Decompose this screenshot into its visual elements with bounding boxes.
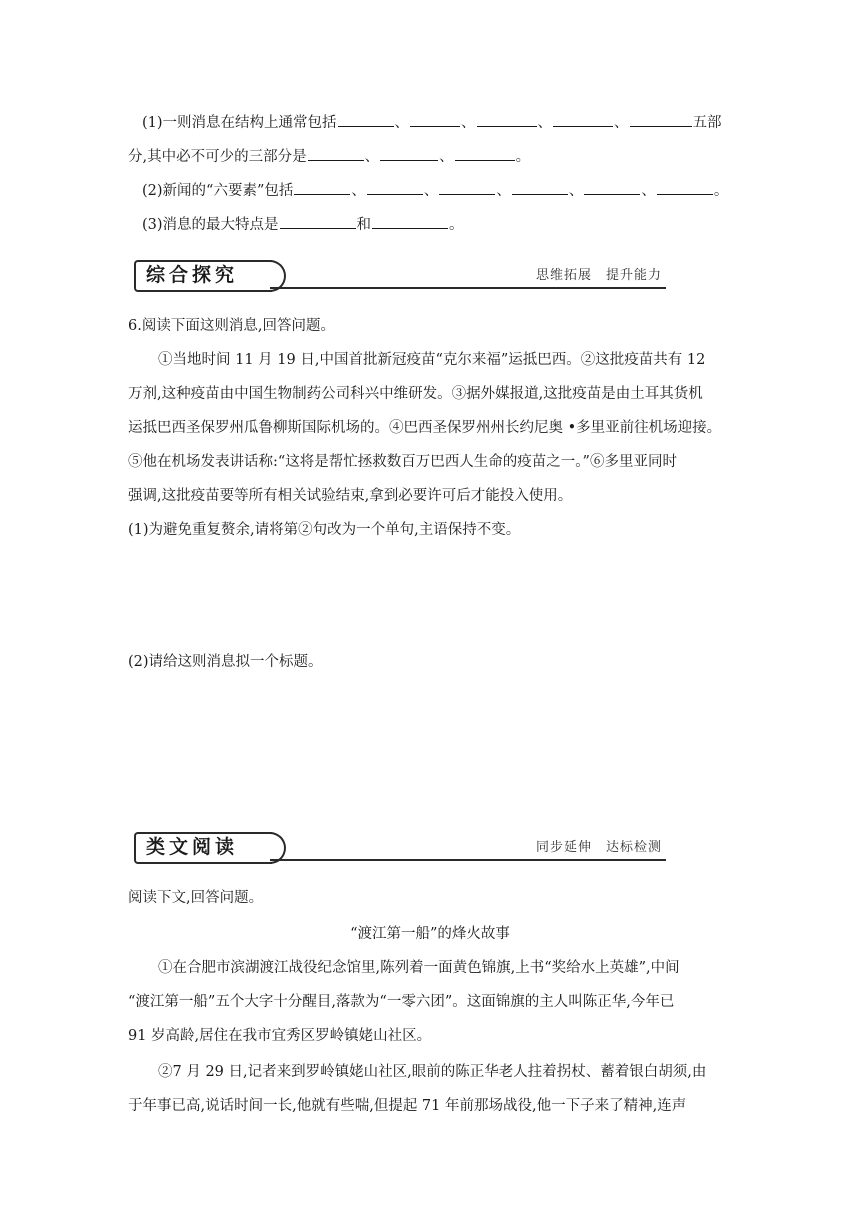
- answer-blank[interactable]: [380, 146, 438, 161]
- banner-title: 类文阅读: [146, 836, 239, 858]
- period: 。: [449, 217, 464, 233]
- answer-blank[interactable]: [372, 214, 448, 229]
- banner-subtitle: 同步延伸 达标检测: [535, 840, 662, 855]
- answer-blank[interactable]: [294, 180, 350, 195]
- answer-blank[interactable]: [630, 112, 692, 127]
- passage-line: ①在合肥市滨湖渡江战役纪念馆里,陈列着一面黄色锦旗,上书“奖给水上英雄”,中间: [158, 960, 680, 976]
- q5-line-3: (2)新闻的“六要素”包括 、 、 、 、 、 。: [142, 180, 728, 201]
- q6-sub-question-1: (1)为避免重复赘余,请将第②句改为一个单句,主语保持不变。: [128, 522, 521, 538]
- q6-paragraph-line: 运抵巴西圣保罗州瓜鲁柳斯国际机场的。④巴西圣保罗州州长约尼奥 •多里亚前往机场迎接。: [128, 420, 722, 436]
- answer-blank[interactable]: [439, 180, 495, 195]
- banner-title: 综合探究: [146, 264, 239, 286]
- answer-blank[interactable]: [584, 180, 640, 195]
- answer-blank[interactable]: [410, 112, 460, 127]
- answer-blank[interactable]: [553, 112, 613, 127]
- and-text: 和: [356, 217, 372, 233]
- section-banner-reading: [134, 832, 666, 868]
- passage-title: “渡江第一船”的烽火故事: [350, 926, 510, 942]
- section-banner-comprehensive: [134, 260, 666, 296]
- passage-line: 91 岁高龄,居住在我市宜秀区罗岭镇姥山社区。: [128, 1028, 432, 1044]
- passage-line: 于年事已高,说话时间一长,他就有些喘,但提起 71 年前那场战役,他一下子来了精神,连声: [128, 1098, 687, 1114]
- q5-structure-end: 五部: [692, 115, 722, 131]
- passage-line: ②7 月 29 日,记者来到罗岭镇姥山社区,眼前的陈正华老人拄着拐杖、蓄着银白胡须,由: [158, 1064, 707, 1080]
- q5-line-4: [142, 214, 464, 235]
- answer-blank[interactable]: [477, 112, 537, 127]
- reading-prompt: 阅读下文,回答问题。: [128, 890, 264, 906]
- answer-blank[interactable]: [455, 146, 515, 161]
- q5-feature-text: (3)消息的最大特点是: [142, 217, 279, 233]
- q6-paragraph-line: 万剂,这种疫苗由中国生物制药公司科兴中维研发。③据外媒报道,这批疫苗是由土耳其货机: [128, 386, 703, 402]
- passage-line: “渡江第一船”五个大字十分醒目,落款为“一零六团”。这面锦旗的主人叫陈正华,今年已: [128, 994, 675, 1010]
- answer-blank[interactable]: [280, 214, 356, 229]
- banner-rule: [270, 287, 666, 289]
- banner-rule: [270, 859, 666, 861]
- q6-paragraph-line: 强调,这批疫苗要等所有相关试验结束,拿到必要许可后才能投入使用。: [128, 488, 573, 504]
- q6-prompt: 6.阅读下面这则消息,回答问题。: [128, 318, 335, 334]
- q6-sub-question-2: (2)请给这则消息拟一个标题。: [128, 654, 323, 670]
- answer-blank[interactable]: [367, 180, 423, 195]
- q6-paragraph-line: ⑤他在机场发表讲话称:“这将是帮忙拯救数百万巴西人生命的疫苗之一。”⑥多里亚同时: [128, 454, 677, 470]
- q5-line-2: 分,其中必不可少的三部分是 、 、 。: [128, 146, 530, 167]
- answer-blank[interactable]: [308, 146, 364, 161]
- q5-structure-text: (1)一则消息在结构上通常包括: [142, 115, 337, 131]
- period: 。: [515, 149, 531, 165]
- q5-essential-text: 分,其中必不可少的三部分是: [128, 149, 307, 165]
- answer-blank[interactable]: [512, 180, 568, 195]
- answer-blank[interactable]: [657, 180, 713, 195]
- q6-paragraph-line: ①当地时间 11 月 19 日,中国首批新冠疫苗“克尔来福”运抵巴西。②这批疫苗共有 12: [158, 352, 706, 368]
- answer-blank[interactable]: [338, 112, 394, 127]
- q5-elements-text: (2)新闻的“六要素”包括: [142, 183, 294, 199]
- banner-subtitle: 思维拓展 提升能力: [535, 268, 662, 283]
- period: 。: [713, 183, 729, 199]
- q5-line-1: (1)一则消息在结构上通常包括 、 、 、 、 五部: [142, 112, 722, 133]
